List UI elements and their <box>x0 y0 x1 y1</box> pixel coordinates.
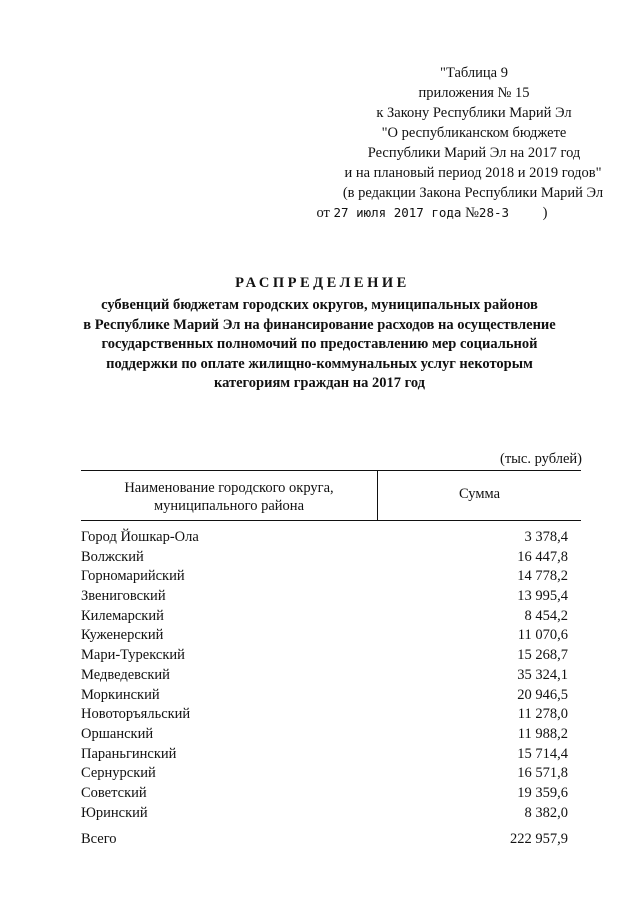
district-name: Килемарский <box>81 607 164 624</box>
column-header-name-line: Наименование городского округа, <box>124 480 334 496</box>
district-amount: 15 268,7 <box>517 647 568 664</box>
header-line-budget-year: Республики Марий Эл на 2017 год <box>367 145 581 161</box>
district-amount: 8 454,2 <box>524 607 568 624</box>
table-row <box>81 804 568 824</box>
table-row <box>81 686 568 706</box>
decree-number: 28-З <box>478 205 510 220</box>
units-label: (тыс. рублей) <box>500 451 582 467</box>
district-name: Советский <box>81 784 147 801</box>
decree-close: ) <box>542 205 548 221</box>
decree-number-sign: № <box>465 205 479 221</box>
table-header-bottom-rule <box>81 520 581 521</box>
district-name: Параньгинский <box>81 745 177 762</box>
document-title: РАСПРЕДЕЛЕНИЕ <box>235 275 410 291</box>
header-line-law-title: "О республиканском бюджете <box>381 125 567 141</box>
document-subtitle <box>0 296 639 394</box>
decree-prefix: от <box>316 205 330 221</box>
district-name: Новоторъяльский <box>81 706 191 723</box>
table-row <box>81 528 568 548</box>
column-header-name-line: муниципального района <box>154 498 304 514</box>
district-amount: 11 278,0 <box>517 706 568 723</box>
table-row <box>81 764 568 784</box>
header-line-decree <box>316 204 547 222</box>
table-row <box>81 607 568 627</box>
subtitle-line: в Республике Марий Эл на финансирование расходов на осуществление <box>83 316 556 333</box>
subtitle-line: категориям граждан на 2017 год <box>213 375 426 392</box>
decree-date: 27 июля 2017 года <box>333 205 462 220</box>
header-line-table-ref: "Таблица 9 <box>440 65 508 81</box>
total-value: 222 957,9 <box>510 831 568 847</box>
table-body <box>81 528 568 823</box>
subtitle-line: субвенций бюджетам городских округов, муниципальных районов <box>101 297 538 313</box>
table-row <box>81 705 568 725</box>
table-row <box>81 784 568 804</box>
subtitle-line: государственных полномочий по предоставлению мер социальной <box>101 336 538 353</box>
district-name: Мари-Турекский <box>81 647 185 664</box>
table-row <box>81 745 568 765</box>
district-name: Моркинский <box>81 686 160 703</box>
district-name: Звениговский <box>81 588 166 605</box>
district-name: Медведевский <box>81 666 170 683</box>
table-row <box>81 626 568 646</box>
table-row <box>81 567 568 587</box>
subtitle-line: поддержки по оплате жилищно-коммунальных услуг некоторым <box>106 355 533 372</box>
header-line-law: к Закону Республики Марий Эл <box>376 105 572 121</box>
district-name: Волжский <box>81 548 144 565</box>
table-row <box>81 587 568 607</box>
district-name: Сернурский <box>81 765 156 782</box>
header-line-appendix: приложения № 15 <box>418 85 530 101</box>
district-amount: 35 324,1 <box>517 666 568 683</box>
table-row <box>81 666 568 686</box>
district-name: Оршанский <box>81 725 154 742</box>
district-amount: 11 988,2 <box>517 725 568 742</box>
table-total-row <box>81 829 568 849</box>
district-amount: 11 070,6 <box>517 627 568 644</box>
district-name: Куженерский <box>81 627 164 644</box>
district-amount: 13 995,4 <box>517 588 568 605</box>
district-name: Юринский <box>81 804 148 821</box>
total-label: Всего <box>81 831 117 847</box>
district-amount: 20 946,5 <box>517 686 568 703</box>
header-line-revision: (в редакции Закона Республики Марий Эл <box>342 185 604 201</box>
table-row <box>81 646 568 666</box>
district-amount: 3 378,4 <box>524 529 568 545</box>
district-amount: 8 382,0 <box>524 804 568 821</box>
district-amount: 19 359,6 <box>517 784 568 801</box>
district-amount: 14 778,2 <box>517 568 568 585</box>
district-amount: 15 714,4 <box>517 745 568 762</box>
district-amount: 16 447,8 <box>517 548 568 565</box>
header-line-plan-period: и на плановый период 2018 и 2019 годов" <box>344 165 602 181</box>
district-name: Горномарийский <box>81 568 185 585</box>
column-header-sum: Сумма <box>458 486 501 502</box>
table-row <box>81 548 568 568</box>
district-name: Город Йошкар-Ола <box>81 529 199 545</box>
table-header-top-rule <box>81 470 581 471</box>
table-row <box>81 725 568 745</box>
column-header-name <box>81 479 377 515</box>
district-amount: 16 571,8 <box>517 765 568 782</box>
